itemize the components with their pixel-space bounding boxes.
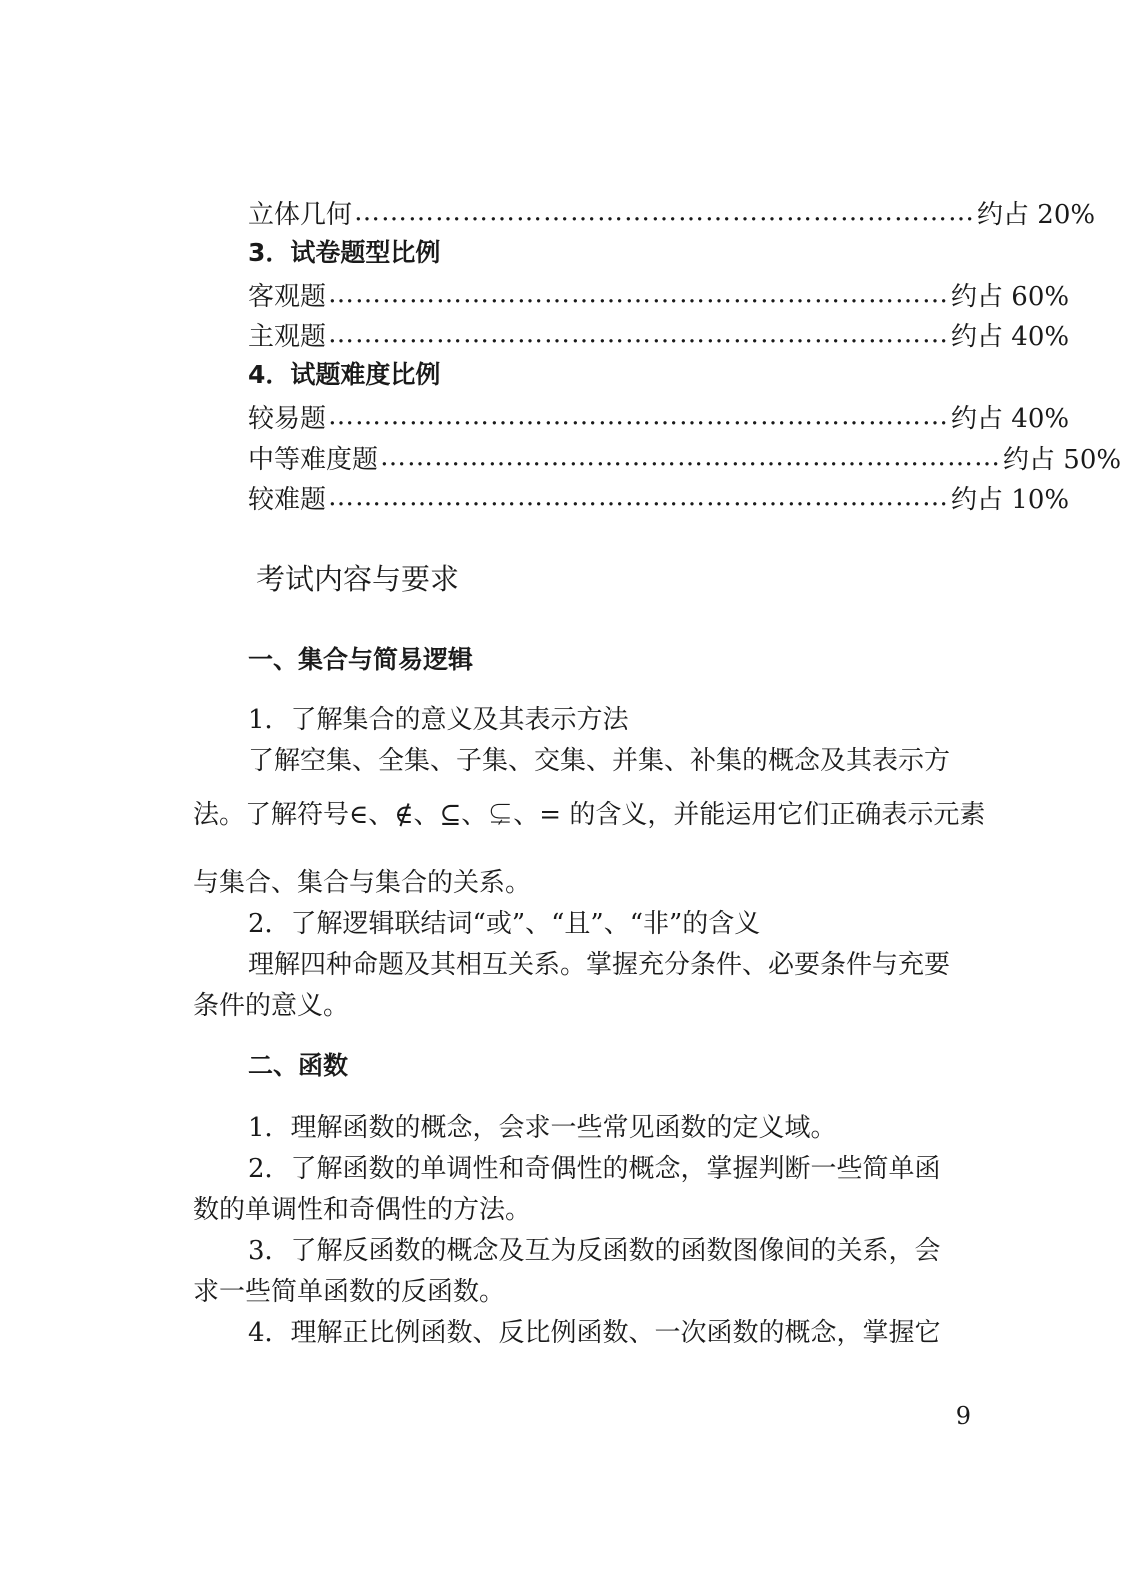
ratio-row-hard bbox=[248, 477, 1070, 517]
paragraph: 4．理解正比例函数、反比例函数、一次函数的概念，掌握它 bbox=[248, 1318, 941, 1348]
paragraph: 求一些简单函数的反函数。 bbox=[193, 1277, 506, 1307]
leader-dots: …………………………………………………………… bbox=[354, 197, 976, 227]
page-title: 考试内容与要求 bbox=[256, 562, 460, 596]
ratio-label: 中等难度题 bbox=[248, 444, 379, 475]
ratio-value: 约占 60% bbox=[951, 281, 1070, 312]
ratio-value: 约占 50% bbox=[1003, 444, 1122, 475]
ratio-label: 主观题 bbox=[248, 321, 327, 352]
leader-dots: …………………………………………………………… bbox=[328, 319, 950, 349]
ratio-label: 客观题 bbox=[248, 281, 327, 312]
leader-dots: …………………………………………………………… bbox=[328, 401, 950, 431]
ratio-row-easy bbox=[248, 396, 1070, 436]
paragraph: 1．理解函数的概念，会求一些常见函数的定义域。 bbox=[248, 1113, 837, 1143]
paragraph: 条件的意义。 bbox=[193, 991, 350, 1021]
page-number: 9 bbox=[955, 1402, 971, 1430]
ratio-value: 约占 20% bbox=[977, 199, 1096, 230]
ratio-row-medium bbox=[248, 437, 1122, 477]
ratio-label: 较易题 bbox=[248, 403, 327, 434]
paragraph: 与集合、集合与集合的关系。 bbox=[193, 868, 532, 898]
paragraph: 2．了解逻辑联结词“或”、“且”、“非”的含义 bbox=[248, 909, 761, 939]
section-heading-functions: 二、函数 bbox=[248, 1051, 349, 1080]
leader-dots: …………………………………………………………… bbox=[328, 279, 950, 309]
paragraph: 2．了解函数的单调性和奇偶性的概念，掌握判断一些简单函 bbox=[248, 1154, 941, 1184]
paragraph: 了解空集、全集、子集、交集、并集、补集的概念及其表示方 bbox=[248, 746, 951, 776]
leader-dots: …………………………………………………………… bbox=[380, 442, 1002, 472]
paragraph: 1．了解集合的意义及其表示方法 bbox=[248, 705, 629, 735]
ratio-value: 约占 40% bbox=[951, 321, 1070, 352]
ratio-label: 较难题 bbox=[248, 484, 327, 515]
ratio-row-objective bbox=[248, 274, 1070, 314]
paragraph: 法。了解符号∈、∉、⊆、⊊、= 的含义，并能运用它们正确表示元素 bbox=[193, 800, 986, 830]
ratio-label: 立体几何 bbox=[248, 199, 353, 230]
heading-difficulty-ratio: 4．试题难度比例 bbox=[248, 360, 441, 389]
paragraph: 理解四种命题及其相互关系。掌握充分条件、必要条件与充要 bbox=[248, 950, 951, 980]
paragraph: 数的单调性和奇偶性的方法。 bbox=[193, 1195, 532, 1225]
ratio-row-solid-geometry bbox=[248, 192, 1096, 232]
ratio-value: 约占 40% bbox=[951, 403, 1070, 434]
heading-question-type-ratio: 3．试卷题型比例 bbox=[248, 238, 441, 267]
ratio-row-subjective bbox=[248, 314, 1070, 354]
paragraph: 3．了解反函数的概念及互为反函数的函数图像间的关系，会 bbox=[248, 1236, 941, 1266]
section-heading-sets-logic: 一、集合与简易逻辑 bbox=[248, 645, 474, 674]
ratio-value: 约占 10% bbox=[951, 484, 1070, 515]
leader-dots: …………………………………………………………… bbox=[328, 482, 950, 512]
